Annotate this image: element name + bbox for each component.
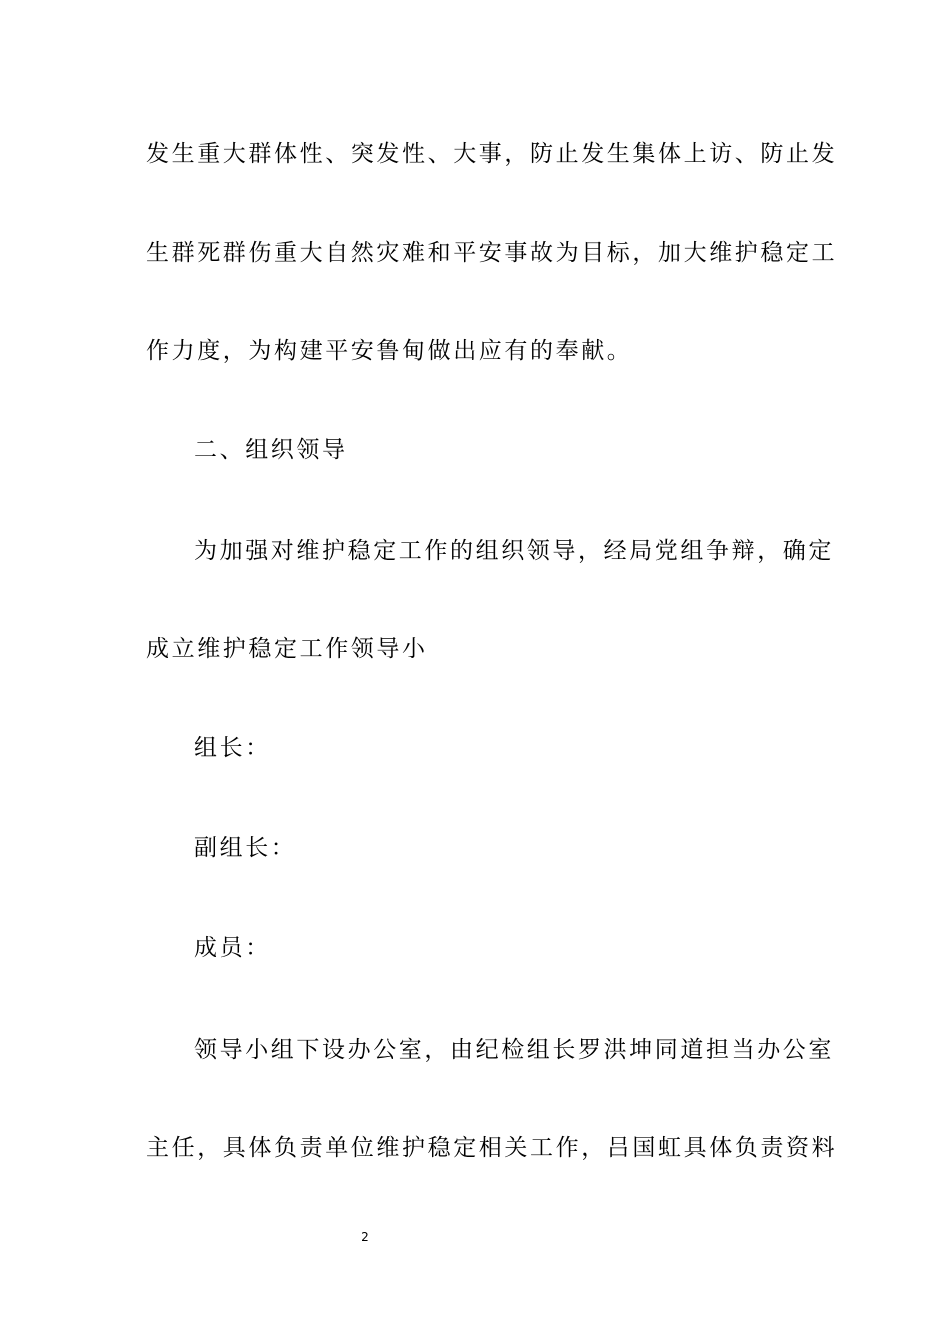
deputy-leader-label: 副组长： (194, 835, 297, 861)
paragraph-line-5: 成立维护稳定工作领导小 (146, 636, 428, 662)
members-label: 成员： (194, 935, 271, 961)
leader-label: 组长： (194, 735, 271, 761)
paragraph-line-2: 生群死群伤重大自然灾难和平安事故为目标，加大维护稳定工 (146, 240, 838, 266)
section-heading: 二、组织领导 (194, 437, 348, 463)
paragraph-line-6: 领导小组下设办公室，由纪检组长罗洪坤同道担当办公室 (194, 1037, 834, 1063)
paragraph-line-4: 为加强对维护稳定工作的组织领导，经局党组争辩，确定 (194, 538, 834, 564)
page-number: 2 (361, 1230, 369, 1244)
paragraph-line-1: 发生重大群体性、突发性、大事，防止发生集体上访、防止发 (146, 141, 838, 167)
paragraph-line-3: 作力度，为构建平安鲁甸做出应有的奉献。 (146, 338, 633, 364)
paragraph-line-7: 主任，具体负责单位维护稳定相关工作，吕国虹具体负责资料 (146, 1135, 838, 1161)
